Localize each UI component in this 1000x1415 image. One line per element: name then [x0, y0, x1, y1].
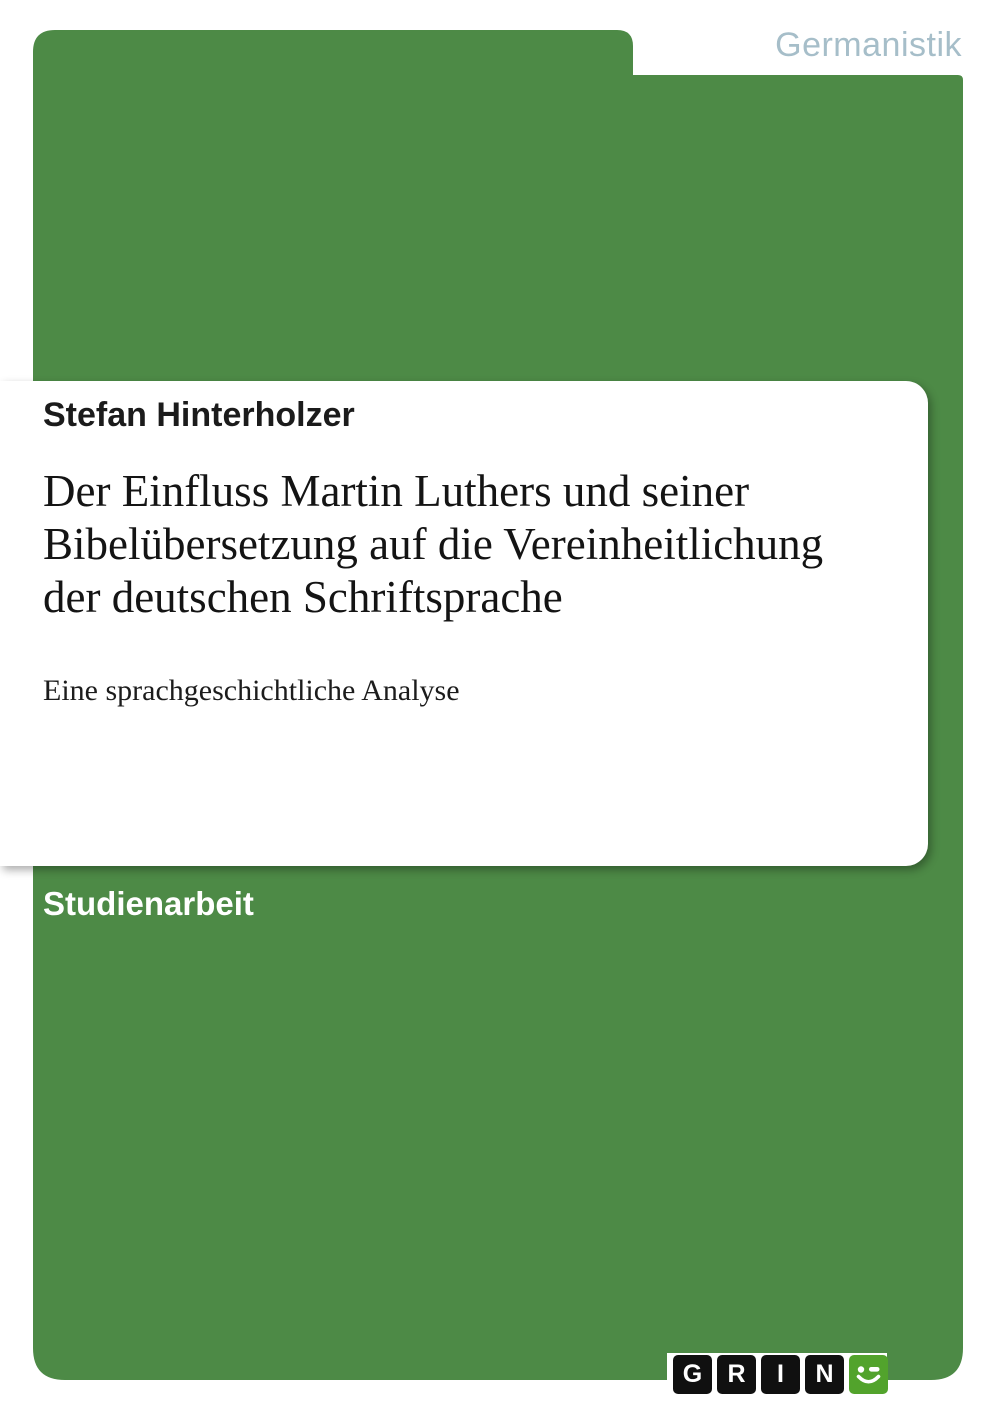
logo-letter-r: R: [717, 1355, 756, 1394]
title-line: Bibelübersetzung auf die Vereinheitlichung: [43, 519, 824, 569]
logo-letter-n: N: [805, 1355, 844, 1394]
category-label: Germanistik: [775, 26, 962, 64]
title-line: Der Einfluss Martin Luthers und seiner: [43, 466, 750, 516]
grin-logo: [673, 1355, 888, 1394]
document-type-label: Studienarbeit: [43, 885, 254, 922]
smiley-wink-icon: [849, 1355, 888, 1394]
title-line: der deutschen Schriftsprache: [43, 572, 563, 622]
logo-letter-g: G: [673, 1355, 712, 1394]
author-name: Stefan Hinterholzer: [43, 396, 355, 434]
title-box: [0, 381, 928, 866]
logo-letter-i: I: [761, 1355, 800, 1394]
book-title: [43, 465, 823, 624]
subtitle: Eine sprachgeschichtliche Analyse: [43, 674, 460, 707]
